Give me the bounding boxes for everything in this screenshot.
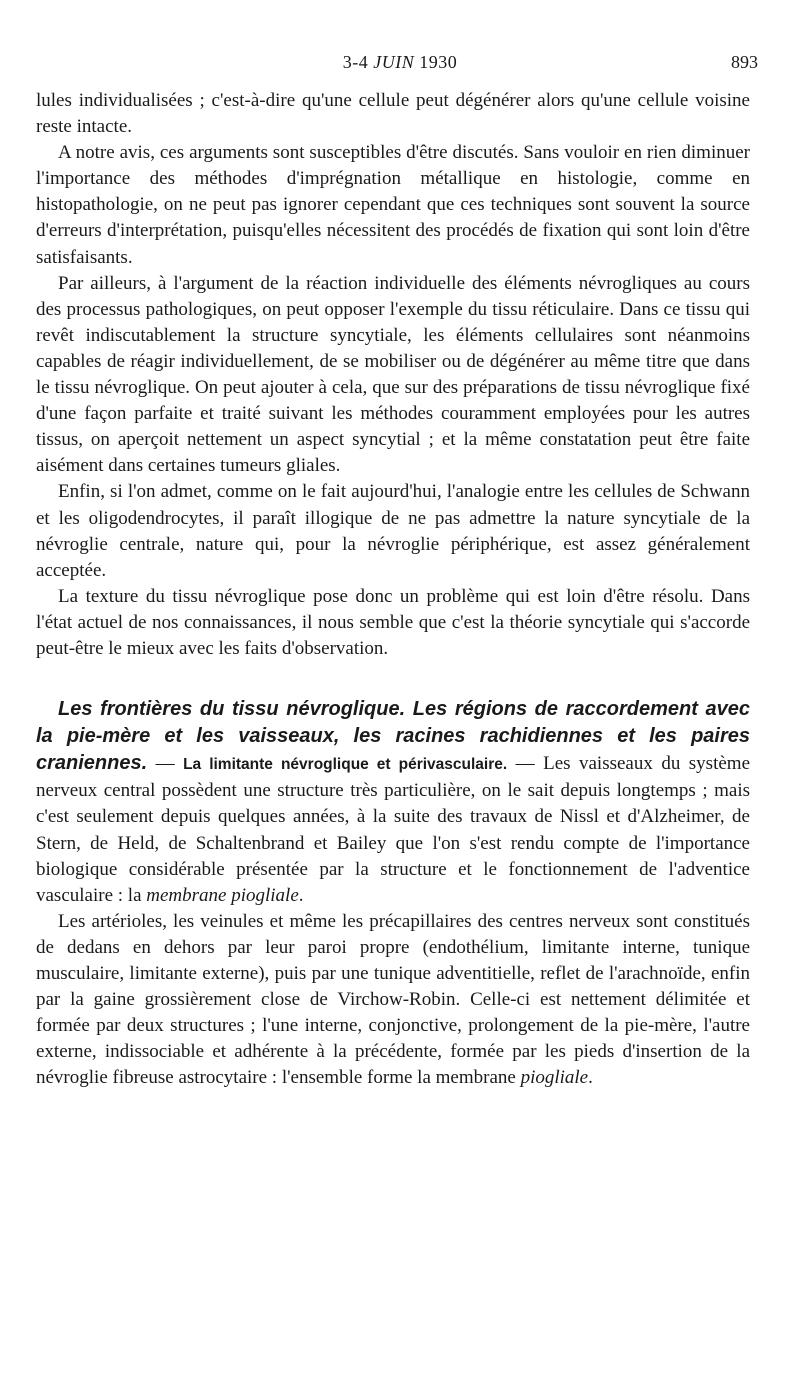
paragraph-arterioles-end: . (588, 1067, 593, 1089)
header-date-year: 1930 (414, 52, 458, 72)
section-text-end: . (298, 884, 304, 906)
paragraph-schwann: Enfin, si l'on admet, comme on le fait aujourd'hui, l'analogie entre les cellules de Schwann et les oligodendrocytes, il paraît illogique de ne pas admettre la nature syncytiale de la névroglie centrale, nature qui, pour la névroglie périphérique, est assez généralement acceptée. (36, 481, 750, 581)
section-dash: — (147, 753, 184, 775)
running-head (0, 50, 800, 78)
paragraph-arterioles-text: Les artérioles, les veinules et même les précapillaires des centres nerveux sont constitués de dedans en dehors par leur paroi propre (endothélium, limitante interne, tunique musculaire, limitante externe), puis par une tunique adventitielle, reflet de l'arachnoïde, enfin par la gaine grossièrement close de Virchow-Robin. Celle-ci est nettement délimitée et formée par deux structures ; l'une interne, conjonctive, prolongement de la pie-mère, l'autre externe, indissociable et adhérente à la précédente, formée par les pieds d'insertion de la névroglie fibreuse astrocytaire : l'ensemble forme la membrane (36, 910, 750, 1089)
header-date (0, 52, 800, 73)
paragraph-conclusion: La texture du tissu névroglique pose donc un problème qui est loin d'être résolu. Dans l'état actuel de nos connaissances, il nous semble que c'est la théorie syncytiale qui s'accorde peut-être le mieux avec les faits d'observation. (36, 585, 750, 659)
paragraph-arguments: A notre avis, ces arguments sont susceptibles d'être discutés. Sans vouloir en rien diminuer l'importance des méthodes d'imprégnation métallique en histologie, comme en histopathologie, on ne peut pas ignorer cependant que ces techniques sont souvent la source d'erreurs d'interprétation, puisqu'elles nécessitent des procédés de fixation qui sont loin d'être satisfaisants. (36, 142, 750, 268)
section-paragraph (36, 696, 750, 909)
section-emphasis-term: membrane piogliale (146, 884, 299, 906)
section-text: — Les vaisseaux du système nerveux central possèdent une structure très particulière, on le sait depuis longtemps ; mais c'est seulement depuis quelques années, à la suite des travaux de Nissl et d'Alzheimer, de Stern, de Held, de Schaltenbrand et Bailey que l'on s'est rendu compte de l'importance biologique considérable présentée par la structure et le fonctionnement de l'adventice vasculaire : la (36, 753, 750, 906)
body-text (36, 88, 750, 1091)
paragraph-arterioles (36, 909, 750, 1092)
paragraph-continuation: lules individualisées ; c'est-à-dire qu'une cellule peut dégénérer alors qu'une cellule voisine reste intacte. (36, 90, 750, 138)
section-title: Les frontières du tissu névroglique. Les régions de raccordement avec la pie-mère et les vaisseaux, les racines rachidiennes et les paires craniennes. (36, 698, 750, 775)
subsection-title: La limitante névroglique et périvasculaire. (183, 756, 508, 774)
page-number: 893 (731, 52, 758, 72)
paragraph-arterioles-emphasis: piogliale (520, 1067, 589, 1089)
header-date-prefix: 3-4 (342, 52, 374, 72)
header-date-month: JUIN (373, 52, 415, 72)
paragraph-tissu-reticulaire: Par ailleurs, à l'argument de la réaction individuelle des éléments névrogliques au cours des processus pathologiques, on peut opposer l'exemple du tissu réticulaire. Dans ce tissu qui revêt indiscutablement la structure syncytiale, les éléments cellulaires sont néanmoins capables de réagir individuellement, de se mobiliser ou de dégénérer au même titre que dans le tissu névroglique. On peut ajouter à cela, que sur des préparations de tissu névroglique fixé d'une façon parfaite et traité suivant les méthodes couramment employées pour les autres tissus, on aperçoit nettement un aspect syncytial ; et la même constatation peut être faite aisément dans certaines tumeurs gliales. (36, 272, 750, 477)
